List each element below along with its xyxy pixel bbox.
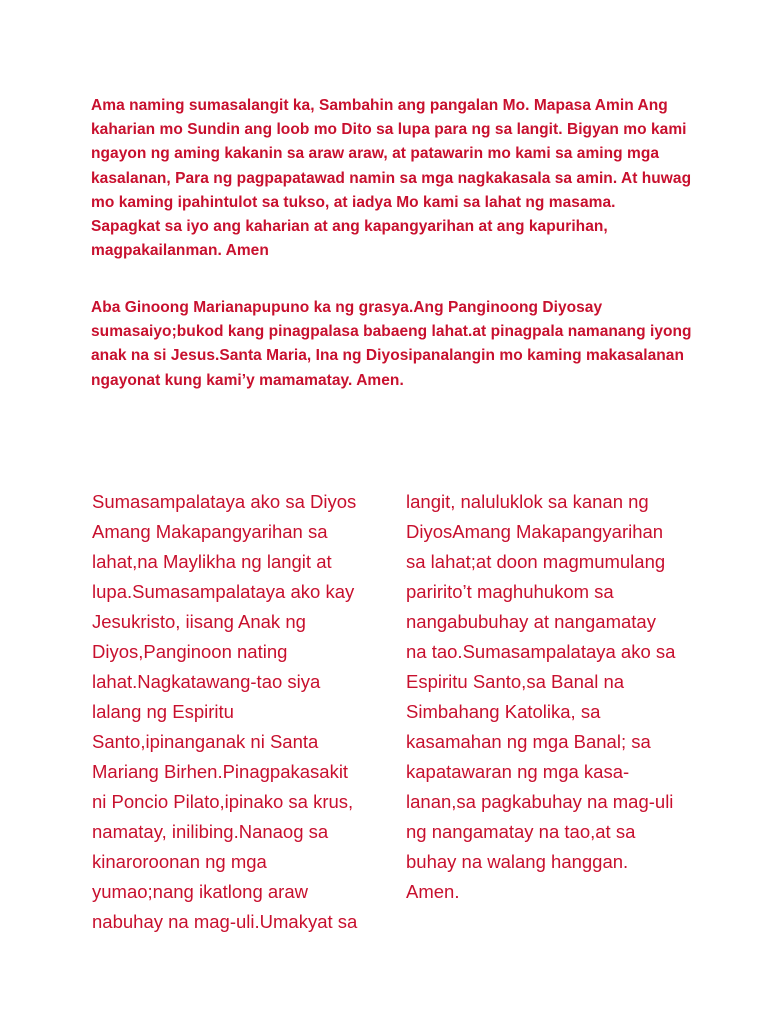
apostles-creed-column-1: Sumasampalataya ako sa Diyos Amang Makapangyarihan sa lahat,na Maylikha ng langit at lupa.Sumasampalataya ako kay Jesukristo, iisang Anak ng Diyos,Panginoon nating lahat.Nagkatawang-tao siya lalang ng Espiritu Santo,ipinanganak ni Santa Mariang Birhen.Pinagpakasakit ni Poncio Pilato,ipinako sa krus, namatay, inilibing.Nanaog sa kinaroroonan ng mga yumao;nang ikatlong araw nabuhay na mag-uli.Umakyat sa (92, 491, 358, 932)
hail-mary-paragraph: Aba Ginoong Marianapupuno ka ng grasya.Ang Panginoong Diyosay sumasaiyo;bukod kang pinagpalasa babaeng lahat.at pinagpala namanang iyong anak na si Jesus.Santa Maria, Ina ng Diyosipanalangin mo kaming makasalanan ngayonat kung kami’y mamamatay. Amen. (91, 299, 692, 389)
lords-prayer-paragraph: Ama naming sumasalangit ka, Sambahin ang pangalan Mo. Mapasa Amin Ang kaharian mo Sundin ang loob mo Dito sa lupa para ng sa langit. Bigyan mo kami ngayon ng aming kakanin sa araw araw, at patawarin mo kami sa aming mga kasalanan, Para ng pagpapatawad namin sa mga nagkakasala sa amin. At huwag mo kaming ipahintulot sa tukso, at iadya Mo kami sa lahat ng masama. Sapagkat sa iyo ang kaharian at ang kapangyarihan at ang kapurihan, magpakailanman. Amen (91, 97, 692, 260)
apostles-creed-column-2: langit, naluluklok sa kanan ng DiyosAmang Makapangyarihan sa lahat;at doon magmumulang paririto’t maghuhukom sa nangabubuhay at nangamatay na tao.Sumasampalataya ako sa Espiritu Santo,sa Banal na Simbahang Katolika, sa kasamahan ng mga Banal; sa kapatawaran ng mga kasa- lanan,sa pagkabuhay na mag-uli ng nangamatay na tao,at sa buhay na walang hanggan. Amen. (406, 491, 676, 902)
